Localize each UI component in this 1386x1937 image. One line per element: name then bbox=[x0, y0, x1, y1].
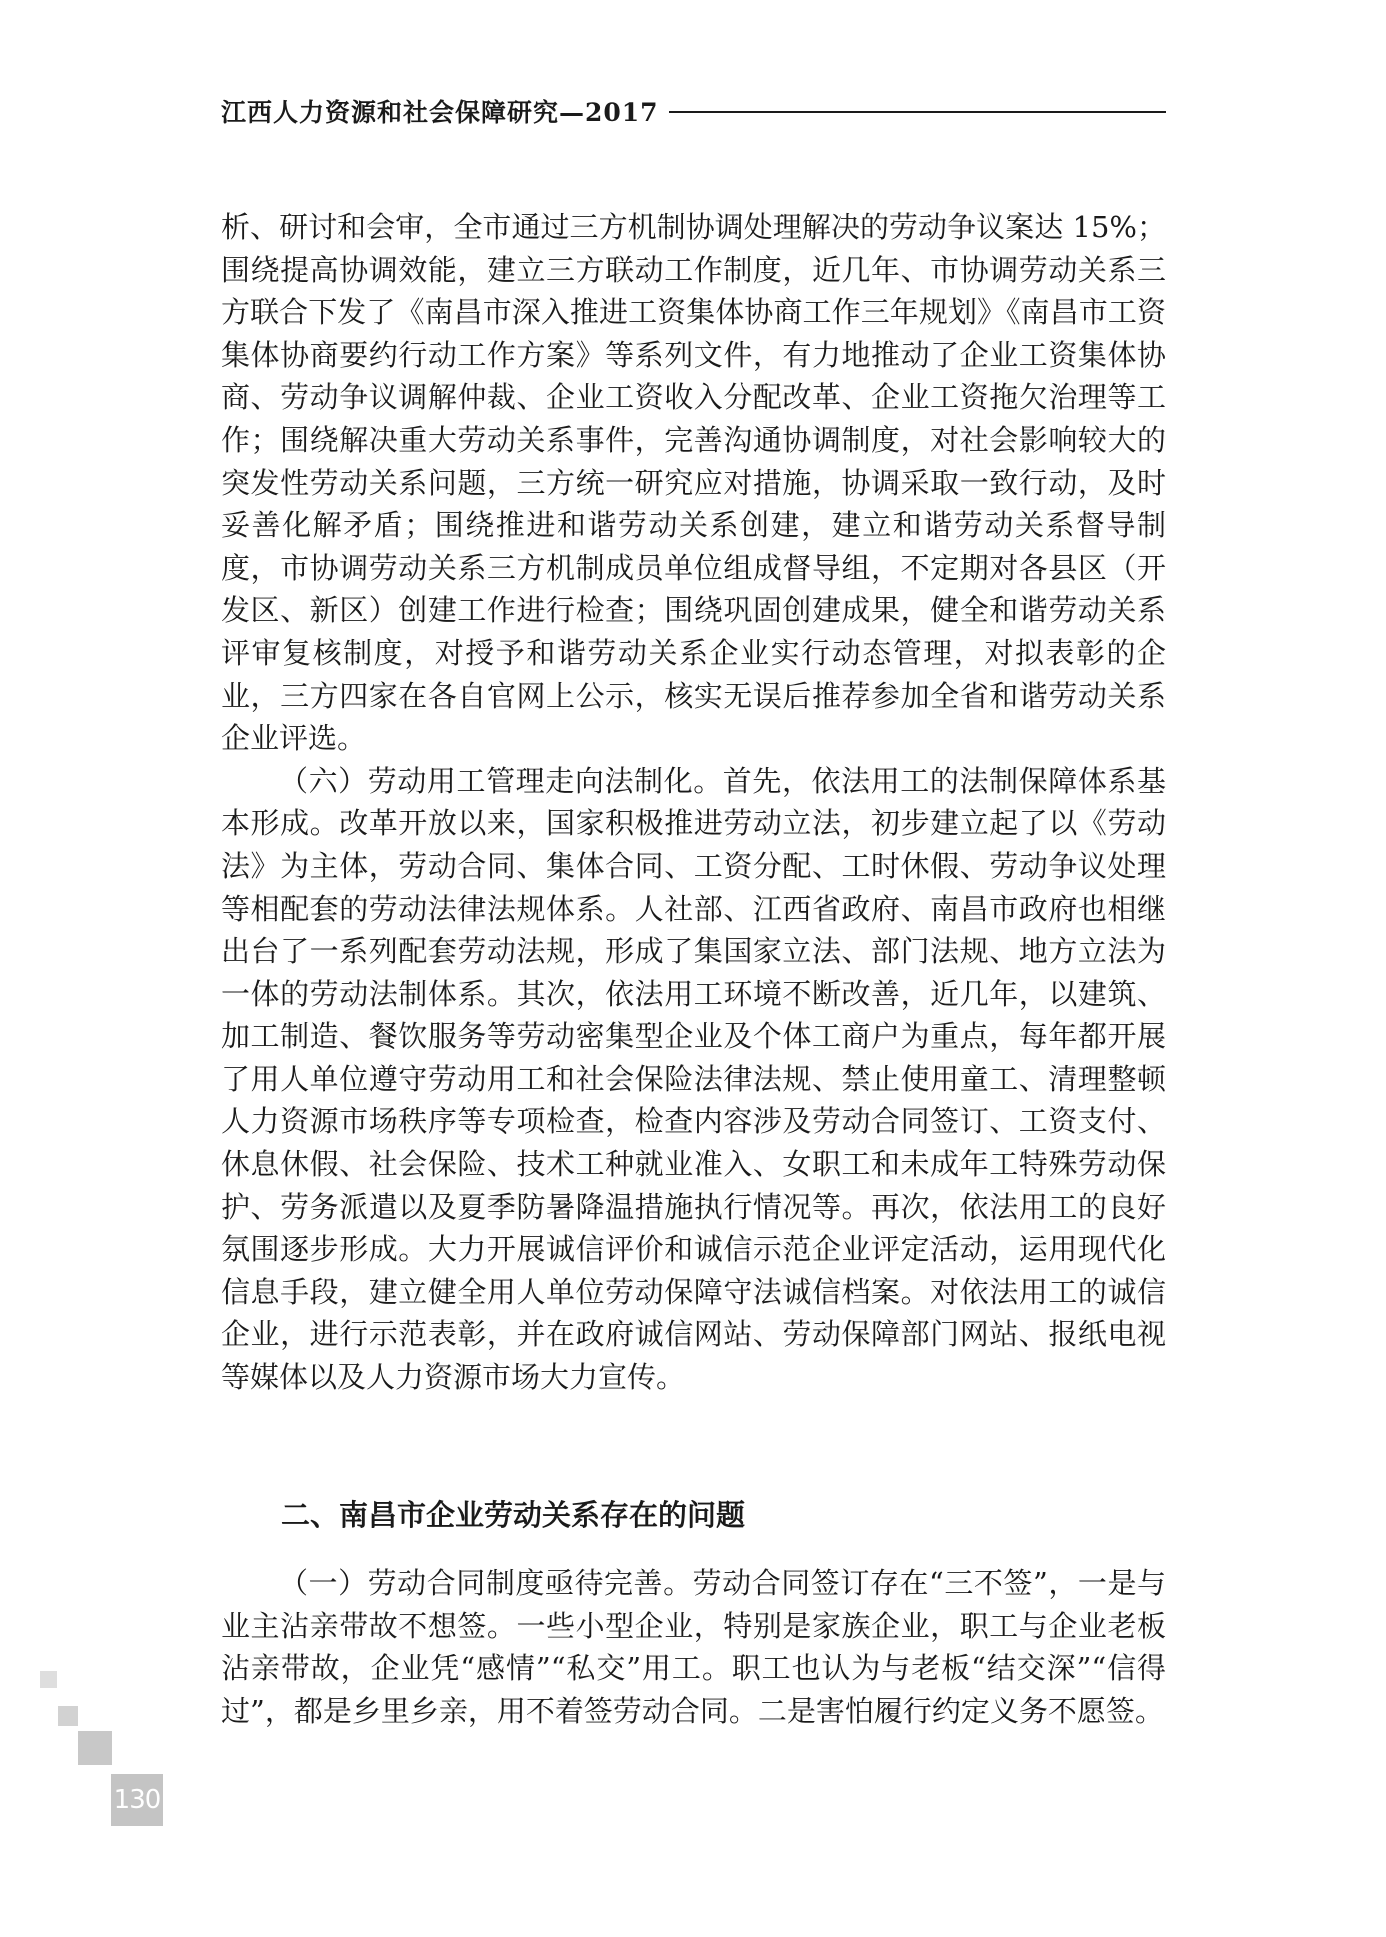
decorative-square-large bbox=[78, 1731, 112, 1765]
decorative-square-small bbox=[40, 1671, 57, 1688]
paragraph-labor-contract: （一）劳动合同制度亟待完善。劳动合同签订存在“三不签”，一是与业主沾亲带故不想签。一些小型企业，特别是家族企业，职工与企业老板沾亲带故，企业凭“感情”“私交”用工。职工也认为与老板“结交深”“信得过”，都是乡里乡亲，用不着签劳动合同。二是害怕履行约定义务不愿签。 bbox=[221, 1566, 1166, 1728]
page-number: 130 bbox=[113, 1785, 161, 1815]
page-number-box bbox=[111, 1774, 163, 1826]
running-header bbox=[221, 94, 1166, 128]
paragraph-labor-law: （六）劳动用工管理走向法制化。首先，依法用工的法制保障体系基本形成。改革开放以来，国家积极推进劳动立法，初步建立起了以《劳动法》为主体，劳动合同、集体合同、工资分配、工时休假、劳动争议处理等相配套的劳动法律法规体系。人社部、江西省政府、南昌市政府也相继出台了一系列配套劳动法规，形成了集国家立法、部门法规、地方立法为一体的劳动法制体系。其次，依法用工环境不断改善，近几年，以建筑、加工制造、餐饮服务等劳动密集型企业及个体工商户为重点，每年都开展了用人单位遵守劳动用工和社会保险法律法规、禁止使用童工、清理整顿人力资源市场秩序等专项检查，检查内容涉及劳动合同签订、工资支付、休息休假、社会保险、技术工种就业准入、女职工和未成年工特殊劳动保护、劳务派遣以及夏季防暑降温措施执行情况等。再次，依法用工的良好氛围逐步形成。大力开展诚信评价和诚信示范企业评定活动，运用现代化信息手段，建立健全用人单位劳动保障守法诚信档案。对依法用工的诚信企业，进行示范表彰，并在政府诚信网站、劳动保障部门网站、报纸电视等媒体以及人力资源市场大力宣传。 bbox=[221, 763, 1166, 1395]
decorative-square-medium bbox=[58, 1706, 78, 1726]
body-text bbox=[221, 206, 1166, 1399]
running-header-title: 江西人力资源和社会保障研究—2017 bbox=[221, 98, 659, 127]
section-heading: 二、南昌市企业劳动关系存在的问题 bbox=[281, 1498, 746, 1532]
body-text-after-heading bbox=[221, 1562, 1166, 1732]
paragraph-continuation: 析、研讨和会审，全市通过三方机制协调处理解决的劳动争议案达 15%；围绕提高协调效能，建立三方联动工作制度，近几年、市协调劳动关系三方联合下发了《南昌市深入推进工资集体协商工作三年规划》《南昌市工资集体协商要约行动工作方案》等系列文件，有力地推动了企业工资集体协商、劳动争议调解仲裁、企业工资收入分配改革、企业工资拖欠治理等工作；围绕解决重大劳动关系事件，完善沟通协调制度，对社会影响较大的突发性劳动关系问题，三方统一研究应对措施，协调采取一致行动，及时妥善化解矛盾；围绕推进和谐劳动关系创建，建立和谐劳动关系督导制度，市协调劳动关系三方机制成员单位组成督导组，不定期对各县区（开发区、新区）创建工作进行检查；围绕巩固创建成果，健全和谐劳动关系评审复核制度，对授予和谐劳动关系企业实行动态管理，对拟表彰的企业，三方四家在各自官网上公示，核实无误后推荐参加全省和谐劳动关系企业评选。 bbox=[221, 210, 1166, 756]
header-rule bbox=[669, 111, 1166, 113]
